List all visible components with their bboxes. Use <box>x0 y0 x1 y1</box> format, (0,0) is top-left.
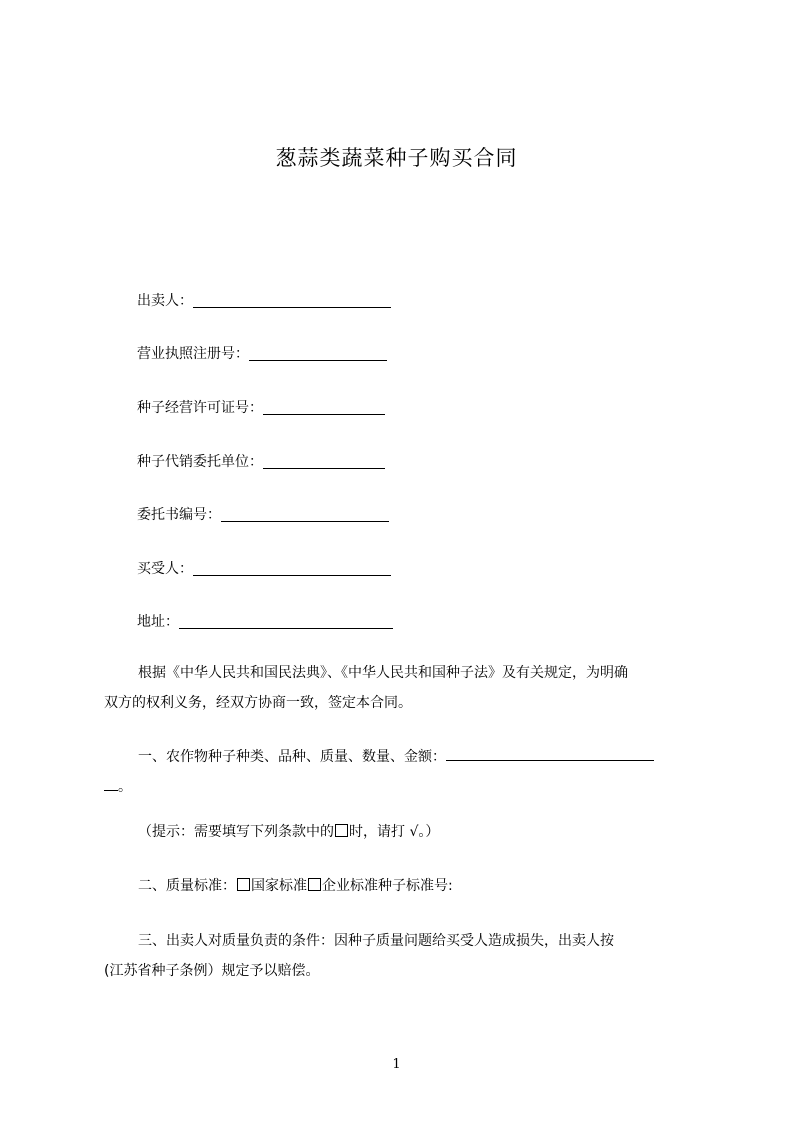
preamble-line-2: 双方的权利义务，经双方协商一致，签定本合同。 <box>104 695 412 711</box>
preamble-line-1: 根据《中华人民共和国民法典》、《中华人民共和国种子法》及有关规定，为明确 <box>138 665 628 681</box>
seed-license-label: 种子经营许可证号： <box>137 400 263 416</box>
clause-2-prefix: 二、质量标准： <box>138 878 236 894</box>
clause-1 <box>104 742 704 802</box>
enterprise-standard-label: 企业标准种子标准号: <box>322 878 453 894</box>
clause-1-text: 一、农作物种子种类、品种、质量、数量、金额： <box>138 749 446 765</box>
buyer-field <box>137 560 391 578</box>
seller-blank[interactable] <box>193 293 391 308</box>
clause-1-line-1 <box>104 742 704 772</box>
commission-no-label: 委托书编号： <box>137 507 221 523</box>
hint-paragraph <box>104 817 704 847</box>
national-standard-label: 国家标准 <box>251 878 307 894</box>
clause-1-blank-continued[interactable] <box>104 775 118 791</box>
business-license-blank[interactable] <box>249 346 387 361</box>
hint-line <box>104 817 704 847</box>
clause-3 <box>104 926 704 986</box>
address-blank[interactable] <box>179 614 393 629</box>
agent-unit-field <box>137 453 385 471</box>
agent-unit-label: 种子代销委托单位： <box>137 454 263 470</box>
hint-text-before: （提示：需要填写下列条款中的 <box>138 824 334 840</box>
clause-2 <box>104 871 704 901</box>
business-license-label: 营业执照注册号： <box>137 346 249 362</box>
seed-license-field <box>137 399 385 417</box>
preamble-paragraph <box>104 658 704 718</box>
business-license-field <box>137 345 387 363</box>
seller-label: 出卖人： <box>137 293 193 309</box>
clause-3-line-2: (江苏省种子条例）规定予以赔偿。 <box>104 963 320 979</box>
address-field <box>137 613 393 631</box>
enterprise-standard-checkbox[interactable] <box>308 878 321 891</box>
buyer-blank[interactable] <box>193 561 391 576</box>
checkbox-icon <box>335 824 348 837</box>
address-label: 地址： <box>137 614 179 630</box>
agent-unit-blank[interactable] <box>263 454 385 469</box>
commission-no-field <box>137 506 389 524</box>
clause-1-line-2 <box>104 772 704 802</box>
national-standard-checkbox[interactable] <box>237 878 250 891</box>
seller-field <box>137 292 391 310</box>
seed-license-blank[interactable] <box>263 400 385 415</box>
document-title: 葱蒜类蔬菜种子购买合同 <box>275 146 518 170</box>
clause-1-end: 。 <box>118 779 132 795</box>
buyer-label: 买受人： <box>137 561 193 577</box>
clause-2-line <box>104 871 704 901</box>
hint-text-after: 时，请打 √。） <box>349 824 440 840</box>
commission-no-blank[interactable] <box>221 507 389 522</box>
clause-1-blank[interactable] <box>446 745 654 761</box>
clause-3-line-1: 三、出卖人对质量负责的条件：因种子质量问题给买受人造成损失，出卖人按 <box>138 933 614 949</box>
page-number: 1 <box>392 1057 401 1072</box>
